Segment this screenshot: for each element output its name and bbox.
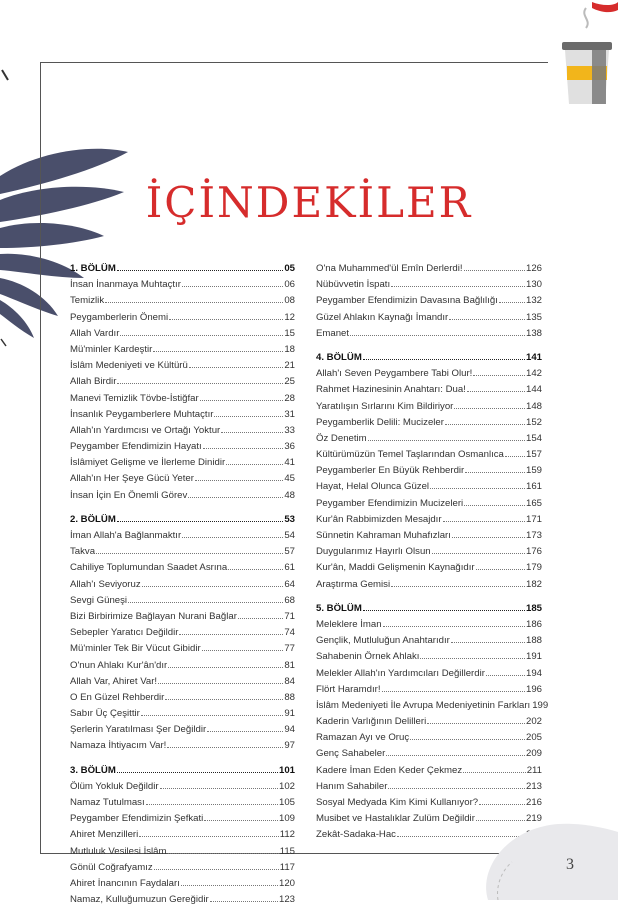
toc-entry bbox=[70, 562, 295, 578]
toc-dot-leader bbox=[465, 465, 525, 473]
toc-entry-page: 25 bbox=[284, 376, 295, 388]
toc-dot-leader bbox=[182, 530, 283, 538]
toc-entry-page: 102 bbox=[278, 780, 295, 792]
toc-dot-leader bbox=[391, 279, 525, 287]
toc-dot-leader bbox=[388, 781, 525, 789]
toc-entry-title: Rahmet Hazinesinin Anahtarı: Dua! bbox=[316, 384, 466, 396]
toc-entry bbox=[70, 660, 295, 676]
toc-entry-page: 77 bbox=[284, 643, 295, 655]
toc-entry-page: 211 bbox=[526, 764, 542, 776]
toc-entry-title: Hayat, Helal Olunca Güzel bbox=[316, 481, 430, 493]
toc-entry-page: 202 bbox=[525, 716, 542, 728]
toc-dot-leader bbox=[181, 878, 278, 886]
toc-entry bbox=[316, 449, 542, 465]
toc-entry-title: O En Güzel Rehberdir bbox=[70, 691, 165, 703]
toc-dot-leader bbox=[449, 312, 525, 320]
toc-dot-leader bbox=[200, 393, 284, 401]
toc-entry-page: 141 bbox=[525, 351, 542, 363]
toc-entry-title: İman Allah'a Bağlanmaktır bbox=[70, 530, 182, 541]
frame-top-right-line bbox=[470, 62, 548, 63]
toc-entry bbox=[316, 433, 542, 449]
toc-entry-page: 176 bbox=[525, 546, 542, 558]
toc-entry-title: Hanım Sahabiler bbox=[316, 780, 388, 792]
toc-entry-page: 219 bbox=[525, 813, 542, 825]
toc-entry bbox=[70, 279, 295, 295]
toc-entry-title: Peygamber Efendimizin Davasına Bağlılığı bbox=[316, 295, 498, 307]
toc-entry-title: Manevi Temizlik Tövbe-İstiğfar bbox=[70, 392, 199, 404]
toc-dot-leader bbox=[499, 295, 525, 303]
toc-dot-leader bbox=[432, 546, 525, 554]
toc-section-heading bbox=[70, 765, 295, 781]
toc-entry-title: Sahabenin Örnek Ahlakı bbox=[316, 651, 420, 663]
toc-dot-leader bbox=[105, 295, 283, 303]
page-number-blob-icon bbox=[478, 818, 618, 900]
toc-entry-title: Güzel Ahlakın Kaynağı İmandır bbox=[316, 311, 449, 323]
toc-dot-leader bbox=[146, 797, 278, 805]
toc-entry-page: 06 bbox=[284, 279, 295, 291]
toc-dot-leader bbox=[117, 514, 283, 522]
toc-dot-leader bbox=[139, 829, 278, 837]
toc-entry-title: İnsan İnanmaya Muhtaçtır bbox=[70, 279, 181, 291]
toc-dot-leader bbox=[117, 376, 283, 384]
toc-entry bbox=[70, 611, 295, 627]
toc-entry-page: 157 bbox=[525, 449, 542, 461]
toc-entry bbox=[70, 441, 295, 457]
toc-dot-leader bbox=[420, 651, 525, 659]
toc-left-column bbox=[70, 263, 295, 910]
toc-entry-title: Meleklere İman bbox=[316, 618, 382, 630]
toc-dot-leader bbox=[368, 433, 525, 441]
toc-entry bbox=[316, 635, 542, 651]
toc-entry-page: 54 bbox=[284, 530, 295, 541]
toc-entry-title: Duygularımız Hayırlı Olsun bbox=[316, 546, 431, 558]
toc-entry-title: Flört Haramdır! bbox=[316, 683, 381, 695]
toc-entry-title: Peygamber Efendimizin Şefkati bbox=[70, 813, 204, 825]
toc-entry-page: 18 bbox=[284, 343, 295, 355]
toc-dot-leader bbox=[189, 360, 283, 368]
toc-entry-title: Takva bbox=[70, 546, 96, 558]
toc-dot-leader bbox=[96, 546, 283, 554]
toc-dot-leader bbox=[142, 579, 284, 587]
toc-entry bbox=[70, 473, 295, 489]
toc-entry bbox=[316, 465, 542, 481]
toc-entry-title: Kur'ân Rabbimizden Mesajdır bbox=[316, 513, 442, 525]
toc-entry-title: Temizlik bbox=[70, 295, 105, 307]
toc-entry-page: 64 bbox=[284, 578, 295, 590]
toc-entry bbox=[70, 894, 295, 910]
toc-entry-title: Kur'ân, Maddi Gelişmenin Kaynağıdır bbox=[316, 562, 475, 574]
toc-dot-leader bbox=[476, 562, 525, 570]
toc-dot-leader bbox=[430, 481, 525, 489]
coffee-cup-icon bbox=[556, 0, 618, 110]
toc-dot-leader bbox=[202, 643, 284, 651]
toc-dot-leader bbox=[154, 862, 279, 870]
toc-entry-page: 71 bbox=[284, 610, 295, 622]
toc-entry-title: Kültürümüzün Temel Taşlarından Osmanlıca bbox=[316, 449, 504, 461]
toc-entry-title: Peygamber Efendimizin Mucizeleri bbox=[316, 497, 464, 509]
toc-dot-leader bbox=[467, 384, 525, 392]
toc-entry-page: 53 bbox=[284, 513, 295, 525]
toc-dot-leader bbox=[179, 627, 283, 635]
toc-dot-leader bbox=[479, 797, 525, 805]
toc-dot-leader bbox=[363, 603, 525, 611]
toc-entry-title: Bizi Birbirimize Bağlayan Nurani Bağlar bbox=[70, 610, 237, 622]
toc-dot-leader bbox=[464, 263, 525, 271]
toc-dot-leader bbox=[238, 611, 283, 619]
toc-entry-page: 97 bbox=[284, 740, 295, 752]
toc-entry-title: 5. BÖLÜM bbox=[316, 602, 362, 614]
toc-entry-page: 117 bbox=[279, 861, 295, 873]
toc-entry bbox=[70, 530, 295, 546]
toc-entry bbox=[316, 579, 542, 595]
toc-entry-title: Peygamberler En Büyük Rehberdir bbox=[316, 465, 465, 477]
toc-entry-title: Peygamber Efendimizin Hayatı bbox=[70, 441, 202, 453]
toc-entry bbox=[70, 490, 295, 506]
toc-entry bbox=[316, 546, 542, 562]
toc-entry-page: 68 bbox=[284, 594, 295, 606]
toc-entry bbox=[316, 328, 542, 344]
toc-entry-title: Sebepler Yaratıcı Değildir bbox=[70, 627, 179, 639]
toc-entry-page: 199 bbox=[532, 699, 549, 711]
toc-entry bbox=[316, 699, 549, 716]
toc-entry-page: 123 bbox=[278, 894, 295, 906]
toc-entry-page: 142 bbox=[525, 368, 542, 380]
toc-entry-title: İslâmiyet Gelişme ve İlerleme Dinidir bbox=[70, 457, 226, 469]
toc-entry-title: Sosyal Medyada Kim Kimi Kullanıyor? bbox=[316, 797, 479, 808]
page-title: İÇİNDEKİLER bbox=[145, 178, 473, 227]
toc-dot-leader bbox=[445, 417, 525, 425]
toc-dot-leader bbox=[204, 813, 278, 821]
toc-entry bbox=[70, 344, 295, 360]
toc-entry-page: 88 bbox=[284, 691, 295, 703]
toc-entry-page: 154 bbox=[525, 432, 542, 444]
toc-entry-title: İnsan İçin En Önemli Görev bbox=[70, 489, 188, 501]
toc-entry-title: 3. BÖLÜM bbox=[70, 764, 116, 776]
toc-entry bbox=[70, 425, 295, 441]
toc-entry-page: 196 bbox=[525, 683, 542, 695]
toc-entry-title: Kadere İman Eden Keder Çekmez bbox=[316, 764, 463, 776]
toc-dot-leader bbox=[410, 732, 525, 740]
toc-entry-page: 36 bbox=[284, 441, 295, 453]
toc-entry bbox=[70, 312, 295, 328]
toc-entry-title: Nübüvvetin İspatı bbox=[316, 279, 391, 291]
toc-dot-leader bbox=[165, 692, 283, 700]
toc-entry bbox=[316, 748, 542, 764]
toc-dot-leader bbox=[167, 740, 283, 748]
toc-entry-title: Yaratılışın Sırlarını Kim Bildiriyor bbox=[316, 400, 454, 412]
toc-entry-page: 216 bbox=[525, 797, 542, 808]
toc-entry bbox=[316, 263, 542, 279]
toc-entry bbox=[316, 651, 542, 667]
toc-dot-leader bbox=[391, 579, 525, 587]
toc-entry bbox=[70, 829, 295, 845]
toc-dot-leader bbox=[141, 708, 283, 716]
toc-entry-title: Sevgi Güneşi bbox=[70, 594, 128, 606]
toc-entry-title: İnsanlık Peygamberlere Muhtaçtır bbox=[70, 408, 214, 420]
toc-entry-title: Allah'ı Seven Peygambere Tabi Olur! bbox=[316, 368, 473, 380]
toc-entry bbox=[70, 846, 295, 862]
toc-entry-page: 61 bbox=[284, 562, 295, 574]
toc-dot-leader bbox=[464, 498, 525, 506]
toc-entry-page: 179 bbox=[525, 562, 542, 574]
toc-entry-page: 188 bbox=[525, 635, 542, 647]
toc-entry bbox=[316, 279, 542, 295]
toc-entry-page: 74 bbox=[284, 627, 295, 639]
toc-entry-page: 84 bbox=[284, 675, 295, 687]
toc-entry-title: Musibet ve Hastalıklar Zulüm Değildir bbox=[316, 813, 475, 825]
corner-tick-icon bbox=[0, 68, 12, 82]
toc-entry bbox=[70, 740, 295, 756]
toc-entry bbox=[316, 668, 542, 684]
toc-entry bbox=[316, 530, 542, 546]
toc-entry-title: İslâm Medeniyeti İle Avrupa Medeniyetinin Farkları bbox=[316, 699, 531, 711]
toc-entry bbox=[316, 417, 542, 433]
toc-entry-title: Namaz, Kulluğumuzun Gereğidir bbox=[70, 894, 209, 906]
toc-dot-leader bbox=[350, 328, 525, 336]
toc-entry bbox=[70, 579, 295, 595]
toc-entry-title: Allah Birdir bbox=[70, 376, 117, 388]
toc-entry bbox=[70, 708, 295, 724]
toc-dot-leader bbox=[214, 409, 283, 417]
toc-entry-page: 81 bbox=[284, 659, 295, 671]
toc-entry bbox=[316, 295, 542, 311]
toc-dot-leader bbox=[153, 344, 283, 352]
toc-entry-title: Allah'ın Her Şeye Gücü Yeter bbox=[70, 473, 194, 485]
toc-entry-page: 185 bbox=[525, 602, 542, 614]
toc-entry bbox=[70, 781, 295, 797]
toc-entry-page: 31 bbox=[284, 408, 295, 420]
toc-entry-title: Araştırma Gemisi bbox=[316, 578, 391, 590]
toc-entry-page: 194 bbox=[525, 667, 542, 679]
toc-entry-title: Genç Sahabeler bbox=[316, 748, 386, 760]
toc-dot-leader bbox=[169, 312, 283, 320]
toc-entry-page: 159 bbox=[525, 465, 542, 477]
toc-entry-title: Melekler Allah'ın Yardımcıları Değillerdir bbox=[316, 667, 485, 679]
toc-entry-page: 15 bbox=[284, 327, 295, 339]
toc-entry-page: 148 bbox=[525, 400, 542, 412]
toc-entry-title: Kaderin Varlığının Delilleri bbox=[316, 716, 427, 728]
toc-entry-page: 132 bbox=[525, 295, 542, 307]
toc-entry-page: 112 bbox=[279, 829, 295, 841]
toc-dot-leader bbox=[383, 619, 525, 627]
toc-entry-title: Namaza İhtiyacım Var! bbox=[70, 740, 167, 752]
toc-entry-page: 173 bbox=[525, 530, 542, 541]
toc-entry bbox=[70, 878, 295, 894]
toc-dot-leader bbox=[505, 449, 525, 457]
toc-entry bbox=[70, 295, 295, 311]
toc-dot-leader bbox=[363, 352, 525, 360]
toc-entry-title: Ölüm Yokluk Değildir bbox=[70, 780, 159, 792]
toc-entry-page: 135 bbox=[525, 311, 542, 323]
toc-entry-page: 105 bbox=[278, 797, 295, 808]
toc-dot-leader bbox=[128, 595, 283, 603]
toc-entry-title: Sünnetin Kahraman Muhafızları bbox=[316, 530, 451, 541]
toc-entry bbox=[70, 676, 295, 692]
toc-dot-leader bbox=[221, 425, 283, 433]
toc-entry bbox=[316, 368, 542, 384]
toc-entry bbox=[70, 360, 295, 376]
toc-section-heading bbox=[70, 263, 295, 279]
toc-entry bbox=[316, 498, 542, 514]
toc-entry-page: 91 bbox=[284, 708, 295, 720]
page-number: 3 bbox=[566, 856, 574, 873]
toc-dot-leader bbox=[207, 724, 283, 732]
toc-entry-title: Peygamberlerin Önemi bbox=[70, 311, 169, 323]
toc-entry-page: 08 bbox=[284, 295, 295, 307]
toc-entry-page: 120 bbox=[278, 877, 295, 889]
toc-entry-page: 186 bbox=[525, 618, 542, 630]
toc-entry-page: 41 bbox=[284, 457, 295, 469]
toc-entry bbox=[70, 627, 295, 643]
toc-dot-leader bbox=[182, 279, 283, 287]
toc-entry-page: 57 bbox=[284, 546, 295, 558]
toc-dot-leader bbox=[386, 748, 525, 756]
toc-right-column bbox=[316, 263, 549, 846]
toc-entry bbox=[70, 595, 295, 611]
toc-entry bbox=[316, 716, 542, 732]
toc-entry-title: Allah'ı Seviyoruz bbox=[70, 578, 141, 590]
toc-section-heading bbox=[316, 603, 542, 619]
toc-entry-page: 138 bbox=[525, 327, 542, 339]
toc-entry bbox=[70, 376, 295, 392]
toc-dot-leader bbox=[158, 676, 283, 684]
toc-entry-page: 94 bbox=[284, 724, 295, 736]
toc-dot-leader bbox=[473, 368, 525, 376]
toc-entry bbox=[316, 384, 542, 400]
toc-dot-leader bbox=[463, 765, 526, 773]
toc-entry bbox=[316, 765, 542, 781]
toc-entry-title: Mü'minler Tek Bir Vücut Gibidir bbox=[70, 643, 201, 655]
toc-entry-title: Emanet bbox=[316, 327, 350, 339]
toc-entry bbox=[316, 514, 542, 530]
toc-dot-leader bbox=[451, 635, 525, 643]
toc-entry-title: Peygamberlik Delili: Mucizeler bbox=[316, 416, 444, 428]
toc-entry bbox=[70, 692, 295, 708]
toc-dot-leader bbox=[117, 765, 278, 773]
toc-entry-page: 213 bbox=[525, 780, 542, 792]
toc-dot-leader bbox=[195, 473, 283, 481]
toc-entry-page: 209 bbox=[525, 748, 542, 760]
toc-entry-title: İslâm Medeniyeti ve Kültürü bbox=[70, 360, 188, 372]
toc-dot-leader bbox=[168, 846, 279, 854]
toc-entry-page: 05 bbox=[284, 263, 295, 274]
toc-entry-page: 126 bbox=[525, 263, 542, 274]
toc-entry-title: Öz Denetim bbox=[316, 432, 367, 444]
toc-entry-title: 1. BÖLÜM bbox=[70, 263, 116, 274]
toc-entry bbox=[316, 619, 542, 635]
toc-section-heading bbox=[70, 514, 295, 530]
toc-entry-page: 109 bbox=[278, 813, 295, 825]
toc-entry bbox=[316, 684, 542, 700]
toc-entry-title: Gönül Coğrafyamız bbox=[70, 861, 153, 873]
toc-entry-page: 130 bbox=[525, 279, 542, 291]
toc-entry-title: Zekât-Sadaka-Hac bbox=[316, 829, 396, 841]
toc-entry-page: 21 bbox=[284, 360, 295, 372]
toc-entry bbox=[70, 862, 295, 878]
toc-entry bbox=[70, 328, 295, 344]
toc-entry-page: 161 bbox=[525, 481, 542, 493]
toc-entry bbox=[70, 457, 295, 473]
toc-entry bbox=[70, 643, 295, 659]
toc-entry bbox=[316, 732, 542, 748]
toc-dot-leader bbox=[117, 263, 283, 271]
toc-entry-title: Namaz Tutulması bbox=[70, 797, 145, 808]
toc-entry-title: Allah Vardır bbox=[70, 327, 120, 339]
toc-entry-page: 45 bbox=[284, 473, 295, 485]
toc-entry-page: 152 bbox=[525, 416, 542, 428]
toc-dot-leader bbox=[486, 668, 525, 676]
toc-entry bbox=[70, 724, 295, 740]
toc-dot-leader bbox=[160, 781, 278, 789]
toc-entry bbox=[316, 481, 542, 497]
toc-entry-title: Şerlerin Yaratılması Şer Değildir bbox=[70, 724, 207, 736]
toc-dot-leader bbox=[120, 328, 283, 336]
toc-entry-title: O'na Muhammed'ül Emîn Derlerdi! bbox=[316, 263, 463, 274]
toc-dot-leader bbox=[454, 401, 525, 409]
toc-entry bbox=[316, 797, 542, 813]
toc-entry bbox=[70, 797, 295, 813]
toc-entry-page: 28 bbox=[284, 392, 295, 404]
toc-entry-title: Allah Var, Ahiret Var! bbox=[70, 675, 158, 687]
toc-entry-title: 2. BÖLÜM bbox=[70, 513, 116, 525]
toc-entry bbox=[316, 781, 542, 797]
toc-dot-leader bbox=[382, 684, 525, 692]
toc-entry-page: 48 bbox=[284, 489, 295, 501]
toc-entry-page: 165 bbox=[525, 497, 542, 509]
toc-entry-title: Ramazan Ayı ve Oruç bbox=[316, 732, 410, 744]
toc-dot-leader bbox=[452, 530, 525, 538]
toc-entry-title: 4. BÖLÜM bbox=[316, 351, 362, 363]
toc-entry bbox=[316, 562, 542, 578]
toc-entry-title: Allah'ın Yardımcısı ve Ortağı Yoktur bbox=[70, 424, 221, 436]
toc-dot-leader bbox=[188, 490, 283, 498]
toc-dot-leader bbox=[168, 660, 283, 668]
toc-entry-page: 12 bbox=[284, 311, 295, 323]
toc-entry-page: 33 bbox=[284, 424, 295, 436]
toc-entry-page: 182 bbox=[525, 578, 542, 590]
toc-dot-leader bbox=[443, 514, 525, 522]
toc-entry-page: 101 bbox=[278, 764, 295, 776]
toc-dot-leader bbox=[228, 562, 283, 570]
toc-entry bbox=[70, 393, 295, 409]
toc-entry-page: 144 bbox=[525, 384, 542, 396]
toc-entry bbox=[316, 312, 542, 328]
toc-dot-leader bbox=[210, 894, 278, 902]
toc-entry-title: Gençlik, Mutluluğun Anahtarıdır bbox=[316, 635, 450, 647]
toc-dot-leader bbox=[427, 716, 525, 724]
toc-section-heading bbox=[316, 352, 542, 368]
toc-entry bbox=[316, 401, 542, 417]
toc-entry-page: 191 bbox=[525, 651, 542, 663]
toc-dot-leader bbox=[226, 457, 283, 465]
toc-entry-title: Mutluluk Vesilesi İslâm bbox=[70, 845, 167, 857]
toc-entry-title: Sabır Üç Çeşittir bbox=[70, 708, 140, 720]
toc-entry-page: 115 bbox=[279, 845, 295, 857]
toc-dot-leader bbox=[203, 441, 284, 449]
toc-entry bbox=[70, 813, 295, 829]
toc-entry-title: Ahiret Menzilleri bbox=[70, 829, 139, 841]
toc-entry-title: Mü'minler Kardeştir bbox=[70, 343, 153, 355]
toc-entry-page: 171 bbox=[525, 513, 542, 525]
toc-entry bbox=[70, 409, 295, 425]
toc-entry-page: 205 bbox=[525, 732, 542, 744]
toc-entry-title: O'nun Ahlakı Kur'ân'dır bbox=[70, 659, 168, 671]
toc-entry-title: Cahiliye Toplumundan Saadet Asrına bbox=[70, 562, 228, 574]
toc-entry-title: Ahiret İnancının Faydaları bbox=[70, 877, 180, 889]
toc-entry bbox=[70, 546, 295, 562]
